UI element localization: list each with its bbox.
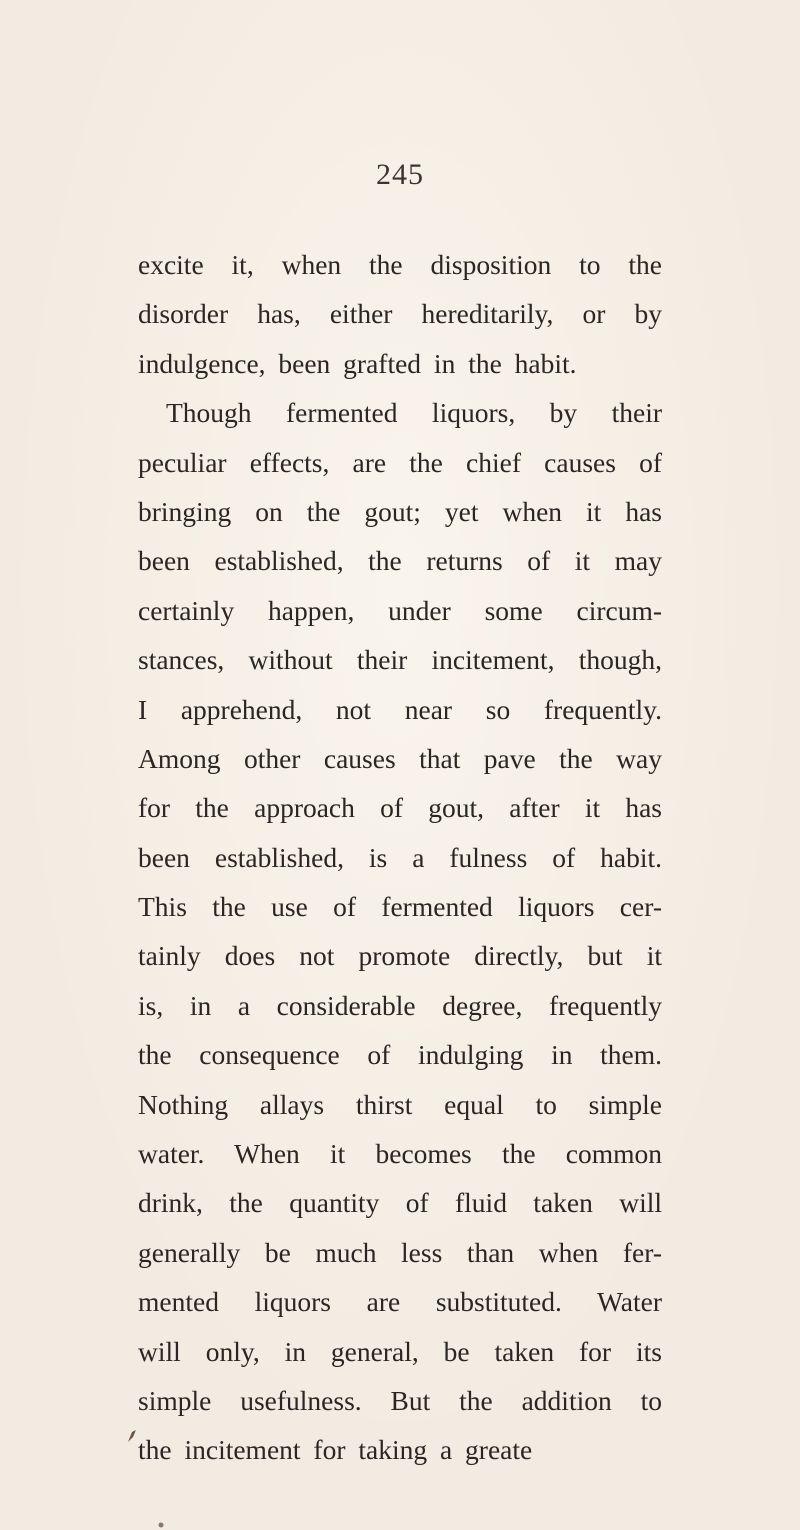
text-line: stances, without their incitement, though, (138, 644, 662, 676)
text-line: the incitement for taking a greate (138, 1434, 533, 1466)
text-line: bringing on the gout; yet when it has (138, 495, 662, 527)
text-line: This the use of fermented liquors cer- (138, 891, 662, 923)
text-line: Though fermented liquors, by their (166, 397, 662, 429)
text-line: disorder has, either hereditarily, or by (138, 298, 662, 330)
text-line: excite it, when the disposition to the (138, 249, 662, 280)
text-line: for the approach of gout, after it has (138, 792, 662, 824)
text-line: the consequence of indulging in them. (138, 1039, 662, 1071)
text-line: Among other causes that pave the way (138, 742, 662, 774)
ink-speck-mark (126, 1428, 138, 1444)
text-line: been established, is a fulness of habit. (138, 841, 662, 873)
text-line: been established, the returns of it may (138, 545, 662, 577)
page-number: 245 (376, 158, 424, 191)
text-line: tainly does not promote directly, but it (138, 940, 662, 972)
text-line: is, in a considerable degree, frequently (138, 989, 662, 1021)
text-line: water. When it becomes the common (138, 1138, 662, 1170)
text-line: simple usefulness. But the addition to (138, 1384, 662, 1416)
text-line: peculiar effects, are the chief causes of (138, 446, 662, 478)
text-line: Nothing allays thirst equal to simple (138, 1088, 662, 1120)
text-line: mented liquors are substituted. Water (138, 1286, 662, 1318)
text-line: drink, the quantity of fluid taken will (138, 1187, 662, 1219)
text-line: I apprehend, not near so frequently. (138, 693, 662, 725)
ink-speck-mark (156, 1520, 166, 1530)
text-line: indulgence, been grafted in the habit. (138, 347, 577, 379)
text-line: certainly happen, under some circum- (138, 594, 662, 626)
body-text (138, 240, 662, 1475)
text-line: will only, in general, be taken for its (138, 1335, 662, 1367)
text-line: generally be much less than when fer- (138, 1236, 662, 1268)
